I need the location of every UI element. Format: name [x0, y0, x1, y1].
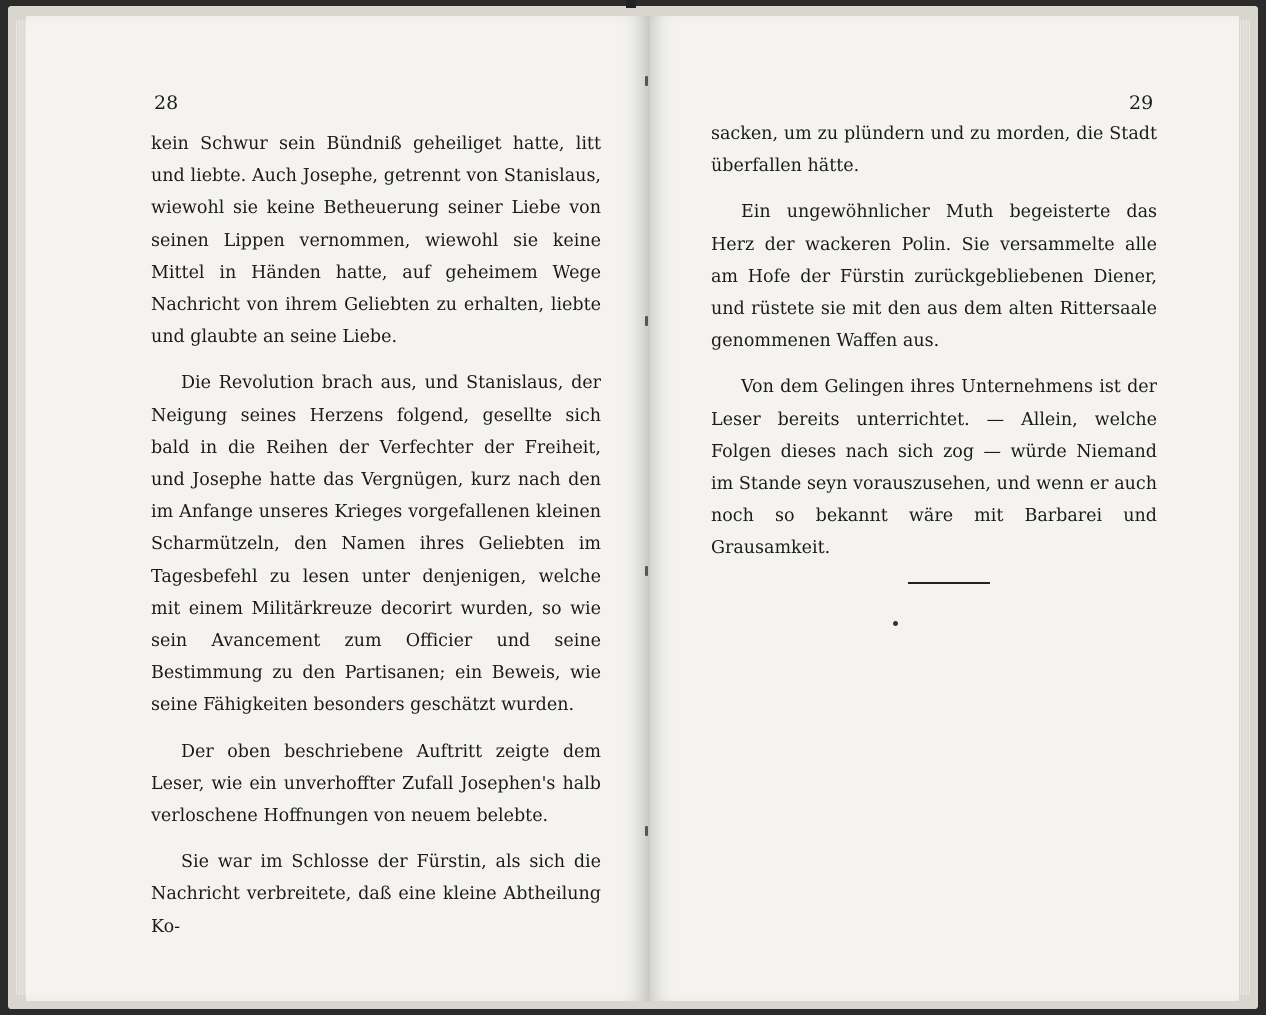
paragraph: Der oben beschriebene Auftritt zeigte dem Leser, wie ein unverhoffter Zufall Josephen's halb verloschene Hoffnungen von neuem belebte.: [151, 741, 601, 827]
left-page-edge: [16, 20, 26, 995]
ink-dot: [893, 621, 898, 626]
book-spread: [8, 6, 1258, 1009]
section-end-rule: [908, 582, 990, 584]
page-number: 29: [1129, 92, 1154, 114]
paragraph: Von dem Gelingen ihres Unternehmens ist der Leser bereits unterrichtet. — Allein, welche Folgen dieses nach sich zog — würde Niemand im Stande seyn vorauszusehen, und wenn er auch noch so bekannt wäre mit Barbarei und Grausamkeit.: [711, 377, 1157, 559]
right-page: [649, 16, 1239, 1001]
paragraph: Die Revolution brach aus, und Stanislaus, der Neigung seines Herzens folgend, gesellte sich bald in die Reihen der Verfechter der Freiheit, und Josephe hatte das Vergnügen, kurz nach den im Anfange unseres Krieges vorgefallenen kleinen Scharmützeln, den Namen ihres Geliebten im Tagesbefehl zu lesen unter denjenigen, welche mit einem Militärkreuze decorirt wurden, so wie sein Avancement zum Officier und seine Bestimmung zu den Partisanen; ein Beweis, wie seine Fähigkeiten besonders geschätzt wurden.: [151, 373, 601, 716]
left-page: [26, 16, 649, 1001]
paragraph: Ein ungewöhnlicher Muth begeisterte das Herz der wackeren Polin. Sie versammelte alle am Hofe der Fürstin zurückgebliebenen Diener, und rüstete sie mit den aus dem alten Rittersaale genommenen Waffen aus.: [711, 202, 1157, 352]
binding-stitch: [645, 316, 648, 326]
binding-stitch: [645, 826, 648, 836]
paragraph: kein Schwur sein Bündniß geheiliget hatte, litt und liebte. Auch Josephe, getrennt von Stanislaus, wiewohl sie keine Betheuerung seiner Liebe von seinen Lippen vernommen, wiewohl sie keine Mittel in Händen hatte, auf geheimem Wege Nachricht von ihrem Geliebten zu erhalten, liebte und glaubte an seine Liebe.: [151, 134, 601, 348]
page-number: 28: [154, 92, 179, 114]
page-body: [151, 128, 601, 943]
spine-tab: [626, 0, 636, 8]
paragraph: sacken, um zu plündern und zu morden, die Stadt überfallen hätte.: [711, 124, 1157, 177]
binding-stitch: [645, 76, 648, 86]
paragraph: Sie war im Schlosse der Fürstin, als sich die Nachricht verbreitete, daß eine kleine Abtheilung Ko-: [151, 852, 601, 937]
page-body: [711, 118, 1157, 565]
binding-stitch: [645, 566, 648, 576]
right-page-edge: [1240, 20, 1250, 995]
